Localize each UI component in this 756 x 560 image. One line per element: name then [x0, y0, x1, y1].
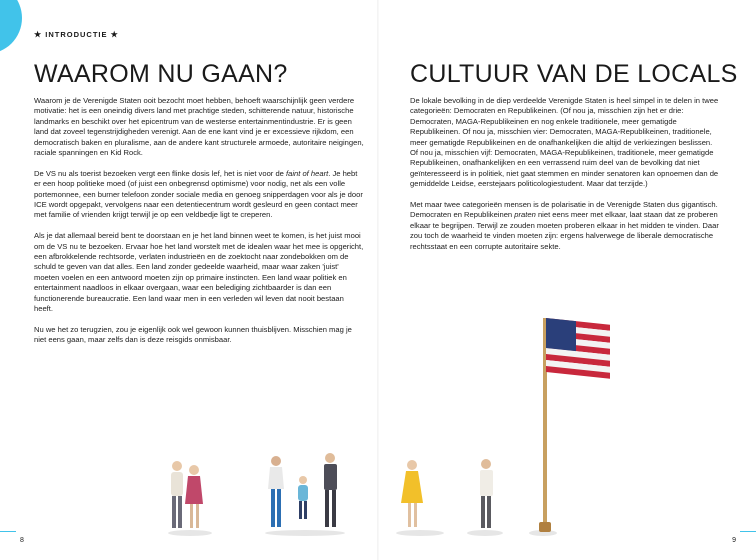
- right-page-title: CULTUUR VAN DE LOCALS: [410, 60, 738, 88]
- right-edge-line: [740, 531, 756, 532]
- right-column-text: [410, 96, 722, 262]
- corner-tab-decoration: [0, 0, 22, 54]
- figures-and-flag-illustration: [150, 290, 610, 540]
- italic-phrase: praten: [514, 210, 536, 220]
- left-edge-line: [0, 531, 16, 532]
- paragraph: Als je dat allemaal bereid bent te doorstaan en je het land binnen weet te komen, is het juist mooi om de VS nu te bezoeken. Ervaar hoe het land worstelt met de idealen waar het mee is opgericht, een afbrokkelende rechtsorde, verlaten industrieën en de zoektocht naar zondebokken om de schuld te geven van dat alles. Een land zonder gedeelde waarheid, maar waar zaken 'juist' moeten voelen en een antwoord moeten zijn op primaire instincten. Een land waar politiek en entertainment naadloos in elkaar overgaan, waar een belediging zichtbaarder is dan een functionerende bureaucratie. Een land waar men in een verleden wil leven dat nooit bestaan heeft.: [34, 231, 364, 314]
- figure-family: [268, 453, 337, 527]
- figure-man-suit: [480, 459, 493, 528]
- section-label-text: INTRODUCTIE: [45, 30, 108, 39]
- paragraph: Met maar twee categorieën mensen is de polarisatie in de Verenigde Staten dus gigantisch. Democraten en Republikeinen praten niet eens meer met elkaar, laat staan dat ze proberen elkaar te begrijpen. Terwijl ze zouden moeten proberen elkaar in het midden te vinden. Daar zou toch de waarheid te vinden moeten zijn: ergens halverwege de liberale democratische rechtsstaat en een corrupte autoritaire sekte.: [410, 200, 719, 251]
- paragraph: De VS nu als toerist bezoeken vergt een flinke dosis lef, het is niet voor de faint of heart. Je hebt er een hoop politieke moed (of juist een onbegrensd optimisme) voor nodig, net als een volle portemonnee, een burner telefoon zonder sociale media en genoeg snipperdagen voor als je door ICE wordt opgepakt, vervolgens naar een detentiecentrum wordt gesleurd en geen contact meer met familie of vrienden krijgt terwijl je op een veldbedje ligt te creperen.: [34, 168, 363, 220]
- star-icon: ★: [34, 30, 43, 39]
- left-page-number: 8: [20, 537, 24, 544]
- right-page-number: 9: [732, 537, 736, 544]
- star-icon: ★: [110, 30, 119, 39]
- paragraph: Waarom je de Verenigde Staten ooit bezocht moet hebben, behoeft waarschijnlijk geen verdere motivatie: het is een oneindig divers land met prachtige steden, schitterende natuur, historische landmarks en beschikt over het epicentrum van de westerse entertainmentindustrie. Er is geen land dat zoveel tegenstrijdigheden verenigt. Aan de ene kant vind je er excessieve rijkdom, een democratisch baken en pluralisme, aan de andere kant structurele armoede, autoritaire neigingen, raciale spanningen en Kid Rock.: [34, 96, 364, 158]
- figure-woman-yellow: [401, 460, 423, 527]
- section-label: [34, 30, 119, 39]
- figure-couple: [171, 461, 203, 528]
- paragraph: Nu we het zo terugzien, zou je eigenlijk ook wel gewoon kunnen thuisblijven. Misschien mag je niet eens gaan, maar zelfs dan is deze reisgids onmisbaar.: [34, 324, 352, 345]
- us-flag: [539, 318, 610, 532]
- paragraph: De lokale bevolking in de diep verdeelde Verenigde Staten is heel simpel in te delen in twee categorieën: Democraten en Republikeinen. (Of nou ja, misschien zijn het er drie: Democraten, MAGA-Republikeinen en nog enkele traditionele, meer gematigde Republikeinen. Of nou ja, misschien vier: Democraten, MAGA-Republikeinen, traditionele, meer gematigde Republikeinen en de onafhankelijken die altijd de verkiezingen beslissen. Of nou ja, misschien vijf: Democraten, MAGA-Republikeinen, traditionele, meer gematigde Republikeinen, onafhankelijken en een verrassend ruim deel van de bevolking dat niet geïnteresseerd is in politiek, niet gaat stemmen en minder senatoren kan opnoemen dan de gemiddelde Leidse, eerstejaars politicologiestudent. Maar dat terzijde.): [410, 96, 719, 189]
- left-page-title: WAAROM NU GAAN?: [34, 60, 288, 88]
- italic-phrase: faint of heart: [286, 168, 329, 178]
